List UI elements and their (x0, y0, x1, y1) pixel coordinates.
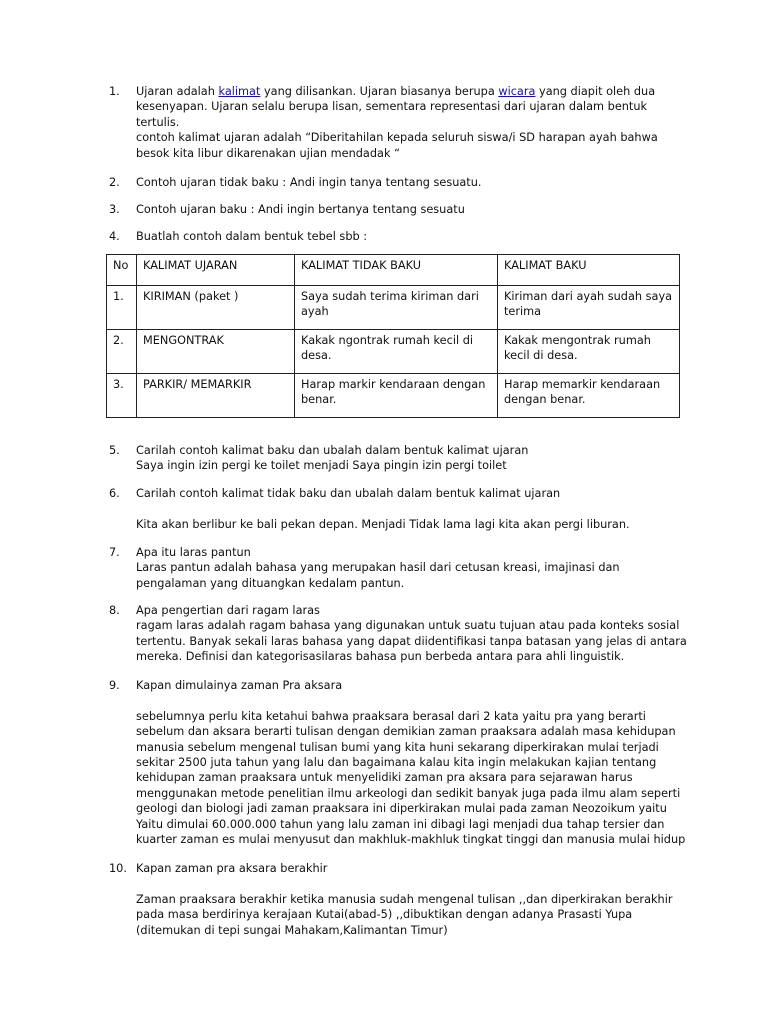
item-number: 6. (109, 487, 120, 500)
item-number: 10. (109, 862, 127, 875)
text-segment: yang diapit oleh dua kesenyapan. Ujaran selalu berupa lisan, sementara representasi dari ujaran dalam bentuk tertulis. (136, 85, 656, 129)
item-content (136, 443, 691, 474)
ujaran-table (106, 254, 680, 418)
item-answer: sebelumnya perlu kita ketahui bahwa praaksara berasal dari 2 kata yaitu pra yang berarti sebelum dan aksara berarti tulisan dengan demikian zaman praaksara adalah masa kehidupan manusia sebelum mengenal tulisan bumi yang kita huni sekarang diperkirakan mulai terjadi sekitar 2500 juta tahun yang lalu dan bagaimana kalau kita ingin melakukan kajian tentang kehidupan zaman praaksara untuk menyelidiki zaman pra aksara para sejarawan harus menggunakan metode penelitian ilmu arkeologi dan sedikit banyak juga pada ilmu alam seperti geologi dan biologi jadi zaman praaksara ini diperkirakan mulai pada zaman Neozoikum yaitu Yaitu dimulai 60.000.000 tahun yang lalu zaman ini dibagi lagi menjadi dua tahap tersier dan kuarter zaman es mulai menyusut dan makhluk-makhluk tingkat tinggi dan manusia mulai hidup (136, 709, 686, 847)
text-segment: Ujaran adalah (136, 85, 219, 98)
table-header-row (107, 255, 680, 286)
item-content: Buatlah contoh dalam bentuk tebel sbb : (136, 230, 368, 243)
table-row (107, 330, 680, 374)
table-cell: PARKIR/ MEMARKIR (137, 374, 295, 418)
item-number: 4. (109, 230, 120, 243)
table-row (107, 374, 680, 418)
table-cell: Kakak ngontrak rumah kecil di desa. (295, 330, 498, 374)
table-cell: MENGONTRAK (137, 330, 295, 374)
item-question: Carilah contoh kalimat tidak baku dan ubalah dalam bentuk kalimat ujaran (136, 487, 561, 500)
item-number: 8. (109, 604, 120, 617)
item-question: Kapan zaman pra aksara berakhir (136, 862, 328, 875)
item-content (136, 545, 691, 591)
item-question: Apa itu laras pantun (136, 546, 251, 559)
table-header-cell: KALIMAT UJARAN (137, 255, 295, 286)
item-answer: Kita akan berlibur ke bali pekan depan. Menjadi Tidak lama lagi kita akan pergi liburan. (136, 517, 630, 531)
table-cell: Saya sudah terima kiriman dari ayah (295, 286, 498, 330)
table-cell: Kiriman dari ayah sudah saya terima (498, 286, 680, 330)
item-answer: ragam laras adalah ragam bahasa yang digunakan untuk suatu tujuan atau pada konteks sosial tertentu. Banyak sekali laras bahasa yang dapat diidentifikasi tanpa batasan yang jelas di antara mereka. Definisi dan kategorisasilaras bahasa pun berbeda antara para ahli linguistik. (136, 619, 687, 664)
item-answer: Laras pantun adalah bahasa yang merupakan hasil dari cetusan kreasi, imajinasi dan pengalaman yang dituangkan kedalam pantun. (136, 561, 620, 590)
item-question: Apa pengertian dari ragam laras (136, 604, 320, 617)
item-content (136, 678, 691, 847)
table-cell: KIRIMAN (paket ) (137, 286, 295, 330)
table-row (107, 286, 680, 330)
item-answer: Saya ingin izin pergi ke toilet menjadi Saya pingin izin pergi toilet (136, 459, 507, 473)
table-header-cell: KALIMAT BAKU (498, 255, 680, 286)
item-question: Carilah contoh kalimat baku dan ubalah dalam bentuk kalimat ujaran (136, 444, 529, 457)
table-cell: 2. (107, 330, 137, 374)
wicara-link[interactable]: wicara (498, 85, 536, 98)
item-content (136, 486, 691, 532)
item-content (136, 861, 691, 938)
text-segment: yang dilisankan. Ujaran biasanya berupa (260, 85, 499, 98)
table-cell: Harap markir kendaraan dengan benar. (295, 374, 498, 418)
item-number: 2. (109, 176, 120, 189)
item-number: 1. (109, 85, 120, 98)
table-header-cell: No (107, 255, 137, 286)
item-number: 5. (109, 444, 120, 457)
item-content: Contoh ujaran tidak baku : Andi ingin tanya tentang sesuatu. (136, 176, 482, 189)
table-cell: 3. (107, 374, 137, 418)
item-content: Contoh ujaran baku : Andi ingin bertanya tentang sesuatu (136, 203, 465, 216)
table-header-cell: KALIMAT TIDAK BAKU (295, 255, 498, 286)
ujaran-example: contoh kalimat ujaran adalah “Diberitahilan kepada seluruh siswa/i SD harapan ayah bahwa besok kita libur dikarenakan ujian mendadak “ (136, 131, 658, 160)
ujaran-definition (136, 84, 691, 130)
item-answer: Zaman praaksara berakhir ketika manusia sudah mengenal tulisan ,,dan diperkirakan berakhir pada masa berdirinya kerajaan Kutai(abad-5) ,,dibuktikan dengan adanya Prasasti Yupa (ditemukan di tepi sungai Mahakam,Kalimantan Timur) (136, 892, 673, 937)
table-cell: 1. (107, 286, 137, 330)
item-question: Kapan dimulainya zaman Pra aksara (136, 679, 343, 692)
item-content (136, 603, 691, 665)
table-cell: Kakak mengontrak rumah kecil di desa. (498, 330, 680, 374)
item-content (136, 84, 691, 161)
item-number: 7. (109, 546, 120, 559)
kalimat-link[interactable]: kalimat (218, 85, 261, 98)
table-cell: Harap memarkir kendaraan dengan benar. (498, 374, 680, 418)
item-number: 3. (109, 203, 120, 216)
item-number: 9. (109, 679, 120, 692)
